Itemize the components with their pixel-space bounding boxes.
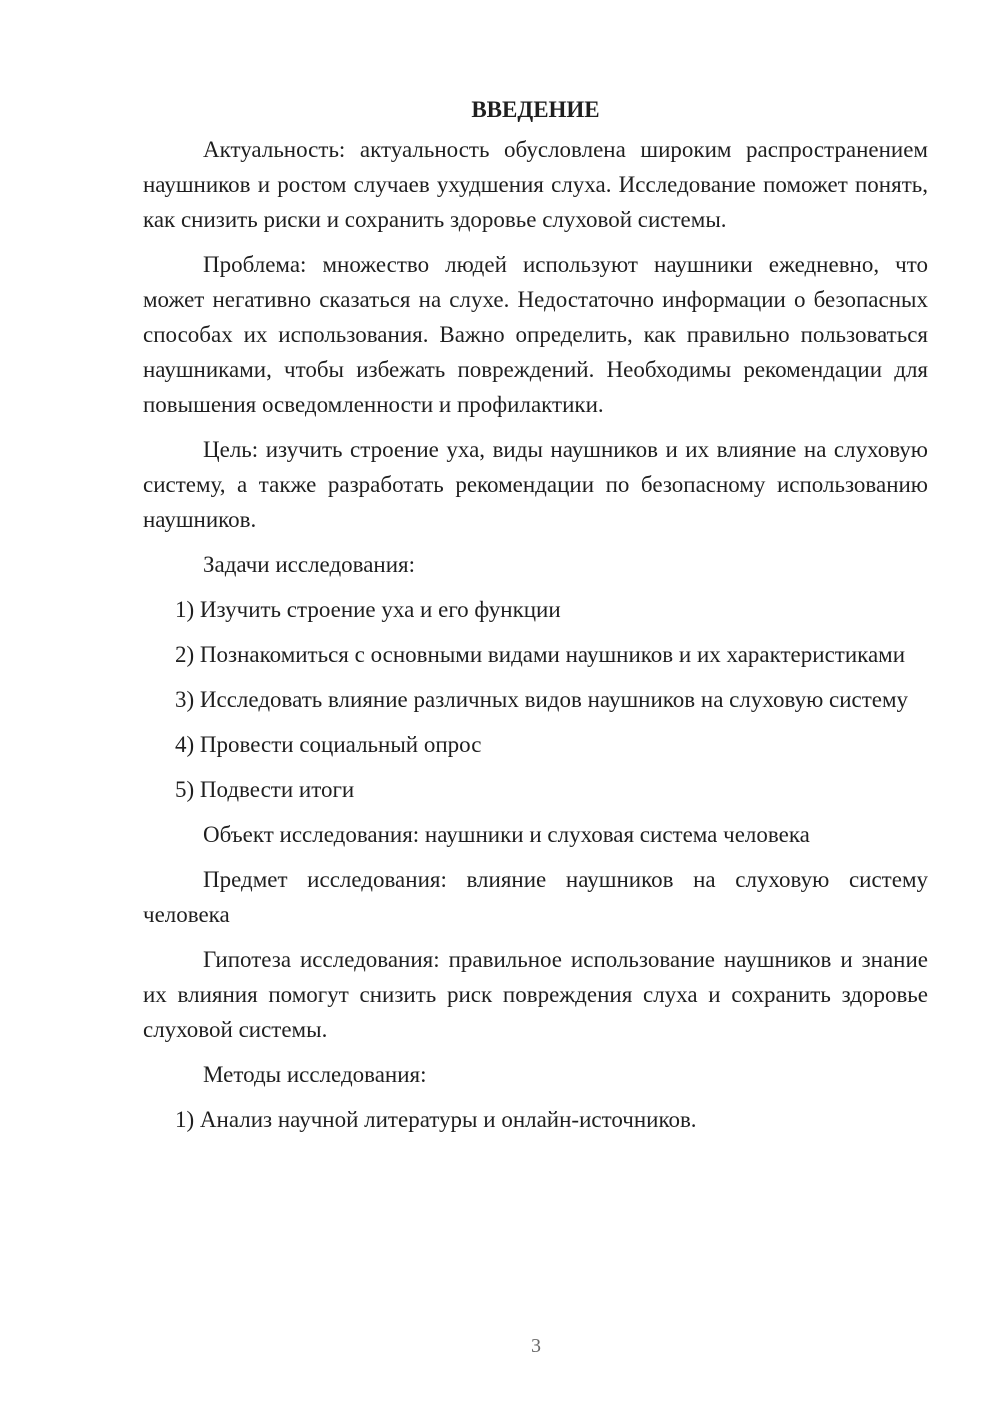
page-content xyxy=(143,92,928,1147)
paragraph-problem: Проблема: множество людей используют наушники ежедневно, что может негативно сказаться на слухе. Недостаточно информации о безопасных способах их использования. Важно определить, как правильно пользоваться наушниками, чтобы избежать повреждений. Необходимы рекомендации для повышения осведомленности и профилактики. xyxy=(143,252,928,417)
paragraph-methods-heading: Методы исследования: xyxy=(203,1062,427,1087)
task-item-2: 2) Познакомиться с основными видами наушников и их характеристиками xyxy=(175,642,906,667)
paragraph-goal: Цель: изучить строение уха, виды наушников и их влияние на слуховую систему, а также разработать рекомендации по безопасному использованию наушников. xyxy=(143,437,928,532)
task-item-3: 3) Исследовать влияние различных видов наушников на слуховую систему xyxy=(175,687,909,712)
section-heading: ВВЕДЕНИЕ xyxy=(471,97,600,122)
paragraph-hypothesis: Гипотеза исследования: правильное использование наушников и знание их влияния помогут снизить риск повреждения слуха и сохранить здоровье слуховой системы. xyxy=(143,947,928,1042)
paragraph-subject: Предмет исследования: влияние наушников на слуховую систему человека xyxy=(143,867,928,927)
task-item-5: 5) Подвести итоги xyxy=(175,777,355,802)
method-item-1: 1) Анализ научной литературы и онлайн-источников. xyxy=(175,1107,697,1132)
paragraph-tasks-heading: Задачи исследования: xyxy=(203,552,416,577)
task-item-1: 1) Изучить строение уха и его функции xyxy=(175,597,561,622)
page-number: 3 xyxy=(531,1335,541,1357)
paragraph-object: Объект исследования: наушники и слуховая система человека xyxy=(203,822,810,847)
task-item-4: 4) Провести социальный опрос xyxy=(175,732,482,757)
paragraph-relevance: Актуальность: актуальность обусловлена широким распространением наушников и ростом случаев ухудшения слуха. Исследование поможет понять, как снизить риски и сохранить здоровье слуховой системы. xyxy=(143,137,928,232)
